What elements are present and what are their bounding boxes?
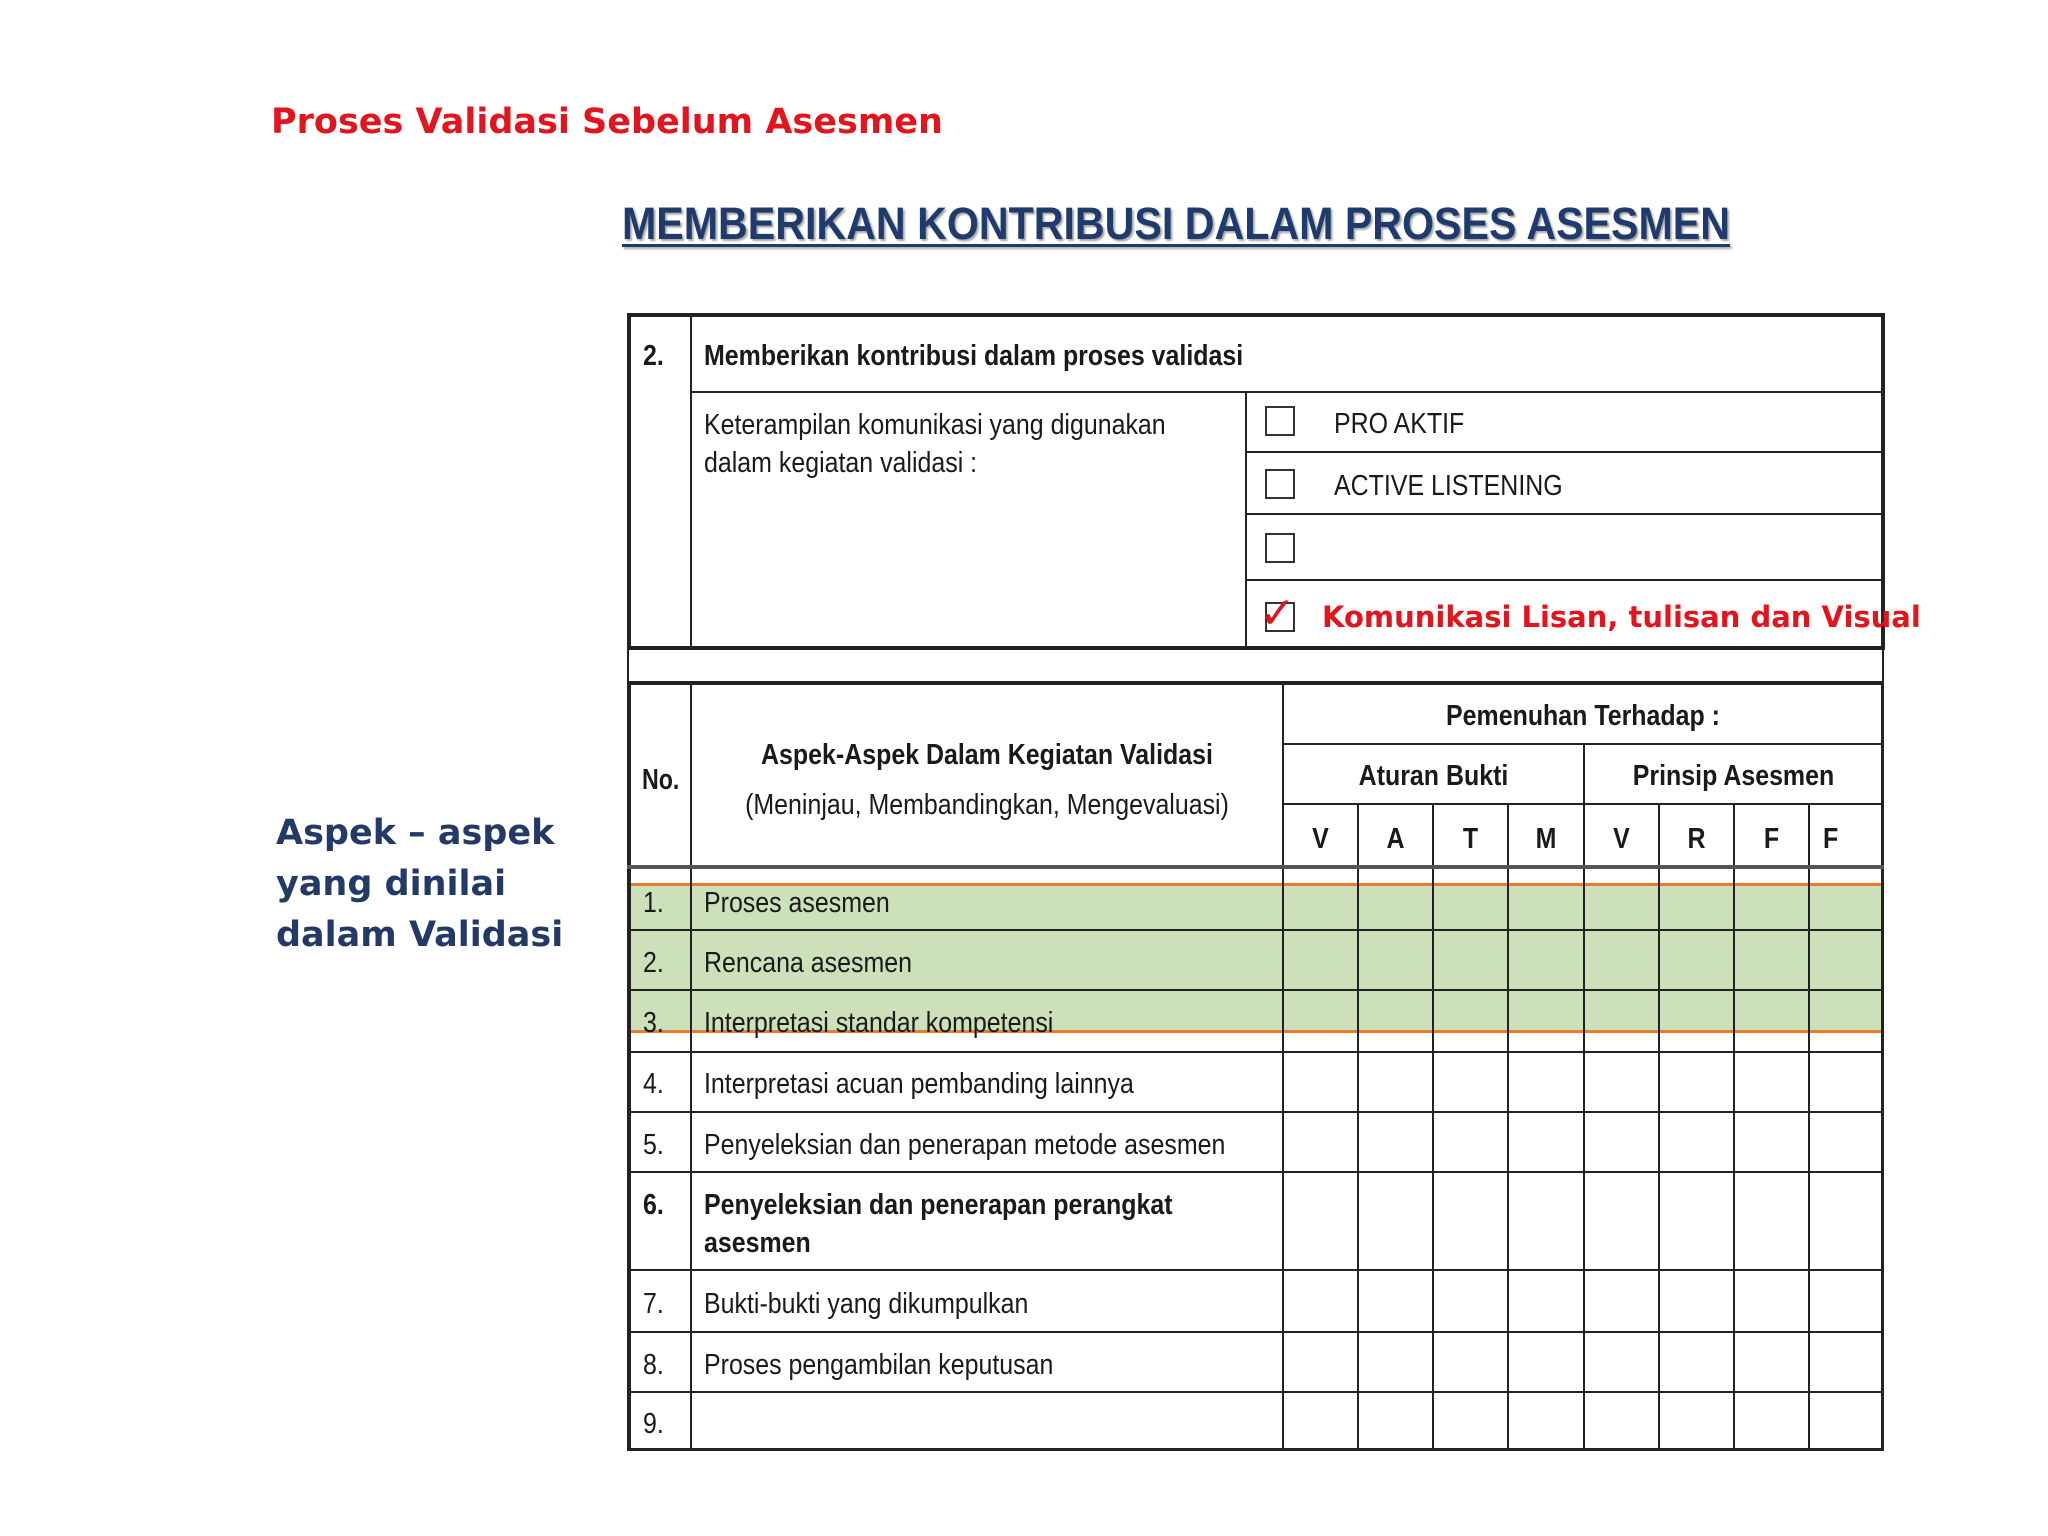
row-1-aspect: Proses asesmen <box>704 887 890 919</box>
form-heading: MEMBERIKAN KONTRIBUSI DALAM PROSES ASESMEN <box>622 198 1730 249</box>
header-aspect: Aspek-Aspek Dalam Kegiatan Validasi <box>761 739 1213 771</box>
option-komunikasi: Komunikasi Lisan, tulisan dan Visual <box>1322 600 1921 634</box>
section-title: Memberikan kontribusi dalam proses validasi <box>704 340 1244 372</box>
col-header-f1: F <box>1763 823 1780 855</box>
option-pro-aktif: PRO AKTIF <box>1334 408 1465 440</box>
header-aturan-bukti: Aturan Bukti <box>1358 760 1509 792</box>
col-header-m: M <box>1535 823 1557 855</box>
skills-prompt-line1: Keterampilan komunikasi yang digunakan <box>704 409 1166 441</box>
side-note: Aspek – aspek yang dinilai dalam Validasi <box>276 813 564 955</box>
col-header-r: R <box>1687 823 1706 855</box>
row-9-no: 9. <box>643 1408 664 1440</box>
row-3-aspect: Interpretasi standar kompetensi <box>704 1007 1054 1039</box>
row-5-no: 5. <box>643 1129 664 1161</box>
header-aspect-sub: (Meninjau, Membandingkan, Mengevaluasi) <box>745 789 1229 821</box>
row-5-aspect: Penyeleksian dan penerapan metode asesmen <box>704 1129 1226 1161</box>
row-2-aspect: Rencana asesmen <box>704 947 912 979</box>
skills-prompt-line2: dalam kegiatan validasi : <box>704 447 978 479</box>
col-header-t: T <box>1462 823 1479 855</box>
checkbox-pro-aktif[interactable] <box>1265 406 1295 436</box>
row-8-aspect: Proses pengambilan keputusan <box>704 1349 1054 1381</box>
col-header-v2: V <box>1613 823 1630 855</box>
row-4-no: 4. <box>643 1068 664 1100</box>
section-number: 2. <box>643 340 664 372</box>
header-prinsip-asesmen: Prinsip Asesmen <box>1632 760 1835 792</box>
header-no: No. <box>642 764 680 796</box>
checkmark-icon: ✓ <box>1259 588 1296 639</box>
row-7-aspect: Bukti-bukti yang dikumpulkan <box>704 1288 1029 1320</box>
row-1-no: 1. <box>643 887 664 919</box>
option-active-listening: ACTIVE LISTENING <box>1334 470 1563 502</box>
col-header-a: A <box>1386 823 1405 855</box>
row-6-aspect-line2: asesmen <box>704 1227 811 1259</box>
row-4-aspect: Interpretasi acuan pembanding lainnya <box>704 1068 1134 1100</box>
row-6-aspect-line1: Penyeleksian dan penerapan perangkat <box>704 1189 1173 1221</box>
slide-title: Proses Validasi Sebelum Asesmen <box>271 102 943 142</box>
row-7-no: 7. <box>643 1288 664 1320</box>
row-3-no: 3. <box>643 1007 664 1039</box>
row-2-no: 2. <box>643 947 664 979</box>
header-fulfilment: Pemenuhan Terhadap : <box>1446 700 1720 732</box>
row-8-no: 8. <box>643 1349 664 1381</box>
row-6-no: 6. <box>643 1189 664 1221</box>
checkbox-blank-option[interactable] <box>1265 533 1295 563</box>
col-header-v1: V <box>1312 823 1329 855</box>
checkbox-active-listening[interactable] <box>1265 469 1295 499</box>
col-header-f2: F <box>1823 823 1839 855</box>
